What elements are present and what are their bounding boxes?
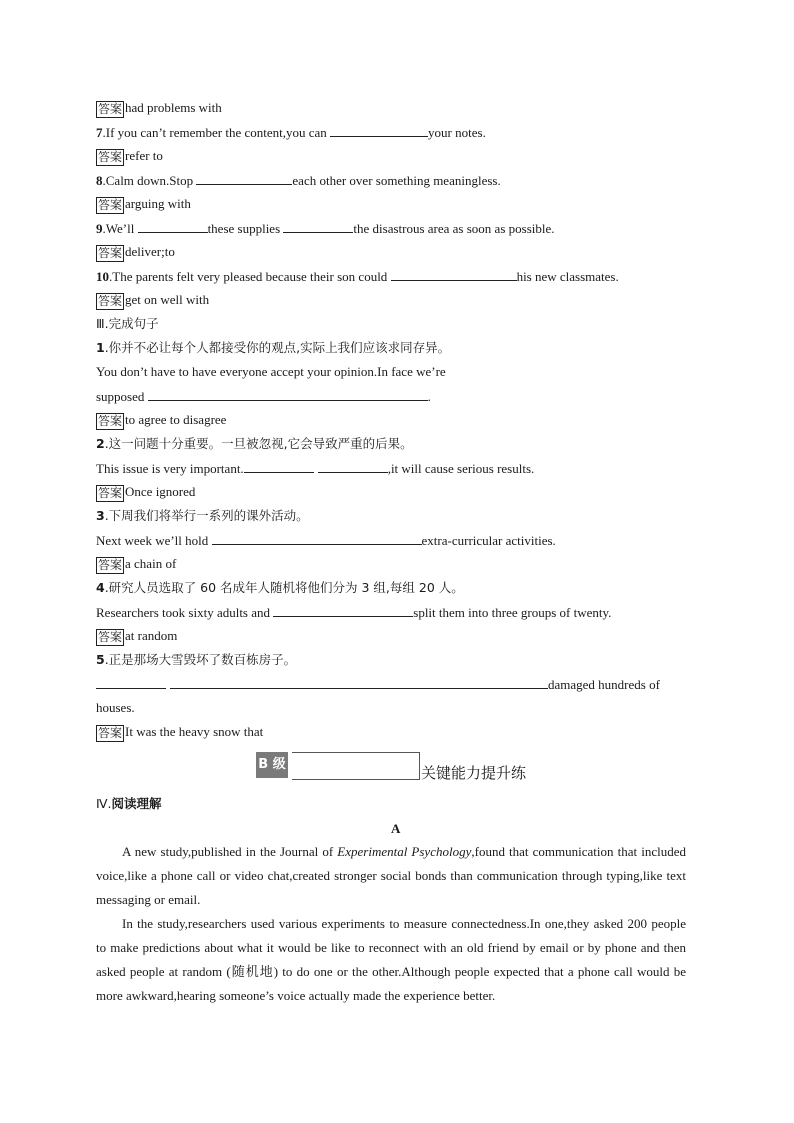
fill-blank[interactable] — [391, 268, 517, 281]
passage-letter: A — [391, 821, 401, 836]
question-text: .Calm down.Stop — [102, 173, 197, 188]
question-text-end: each other over something meaningless. — [292, 173, 501, 188]
paragraph-text-end: ,found that communication that included voice,like a phone call or video chat,created stronger social bonds than communication through typing,like text messaging or email. — [96, 844, 686, 907]
question-text-end: the disastrous area as soon as possible. — [353, 221, 555, 236]
english-text-end: damaged hundreds of — [548, 677, 660, 692]
sentence-1-english: You don’t have to have everyone accept your opinion.In face we’re — [96, 364, 446, 379]
section-title: 阅读理解 — [111, 796, 162, 811]
question-number: 9 — [96, 221, 103, 236]
chinese-prompt: .你并不必让每个人都接受你的观点,实际上我们应该求同存异。 — [104, 340, 451, 355]
question-10 — [96, 268, 619, 285]
answer-text: get on well with — [125, 292, 210, 307]
fill-blank[interactable] — [244, 460, 314, 473]
question-number: 7 — [96, 125, 103, 140]
answer-row-10 — [96, 292, 209, 310]
banner-title: 关键能力提升练 — [421, 764, 527, 782]
sentence-5-chinese — [96, 652, 296, 668]
question-8 — [96, 172, 501, 189]
answer-label: 答案 — [98, 629, 123, 644]
question-text: .We’ll — [102, 221, 138, 236]
sentence-2-english — [96, 460, 534, 477]
answer-row-s5 — [96, 724, 263, 742]
fill-blank[interactable] — [96, 676, 166, 689]
english-text-end: . — [427, 389, 431, 404]
answer-row-7 — [96, 148, 163, 166]
answer-row-s4 — [96, 628, 177, 646]
answer-label: 答案 — [98, 245, 123, 260]
answer-text: had problems with — [125, 100, 222, 115]
sentence-5-english — [96, 676, 660, 693]
sentence-3-chinese — [96, 508, 309, 524]
sentence-3-english — [96, 532, 556, 549]
section-4-heading — [96, 796, 162, 812]
answer-row-9 — [96, 244, 175, 262]
fill-blank[interactable] — [283, 220, 353, 233]
answer-row-8 — [96, 196, 191, 214]
answer-row-s3 — [96, 556, 176, 574]
chinese-prompt: .这一问题十分重要。一旦被忽视,它会导致严重的后果。 — [104, 436, 413, 451]
english-text: Next week we’ll hold — [96, 533, 212, 548]
question-text: .If you can’t remember the content,you can — [102, 125, 331, 140]
answer-label: 答案 — [98, 485, 123, 500]
english-text: This issue is very important. — [96, 461, 244, 476]
english-text-end: split them into three groups of twenty. — [413, 605, 612, 620]
english-text: supposed — [96, 389, 148, 404]
answer-text: deliver;to — [125, 244, 175, 259]
answer-text: to agree to disagree — [125, 412, 227, 427]
sentence-1-chinese — [96, 340, 450, 356]
answer-row-s2 — [96, 484, 195, 502]
sentence-4-chinese — [96, 580, 464, 596]
sentence-1-english-cont — [96, 388, 431, 405]
sentence-4-english — [96, 604, 611, 621]
answer-label: 答案 — [98, 413, 123, 428]
journal-name: Experimental Psychology — [337, 844, 472, 859]
answer-label: 答案 — [98, 101, 123, 116]
answer-text: at random — [125, 628, 178, 643]
answer-label: 答案 — [98, 149, 123, 164]
answer-label: 答案 — [98, 557, 123, 572]
question-number: 3 — [96, 508, 105, 523]
passage-paragraph-1 — [96, 840, 686, 912]
question-text-end: his new classmates. — [516, 269, 619, 284]
answer-row-6 — [96, 100, 222, 118]
answer-text: arguing with — [125, 196, 191, 211]
fill-blank[interactable] — [196, 172, 292, 185]
question-text-mid: these supplies — [207, 221, 284, 236]
chinese-prompt: .下周我们将举行一系列的课外活动。 — [104, 508, 309, 523]
fill-blank[interactable] — [318, 460, 388, 473]
section-number: Ⅳ. — [96, 796, 112, 811]
question-text-end: your notes. — [428, 125, 486, 140]
chinese-prompt: .正是那场大雪毁坏了数百栋房子。 — [104, 652, 297, 667]
english-text: Researchers took sixty adults and — [96, 605, 274, 620]
fill-blank[interactable] — [330, 124, 428, 137]
question-7 — [96, 124, 486, 141]
chinese-prompt: .研究人员选取了 60 名成年人随机将他们分为 3 组,每组 20 人。 — [104, 580, 464, 595]
answer-label: 答案 — [98, 293, 123, 308]
answer-text: refer to — [125, 148, 163, 163]
answer-label: 答案 — [98, 197, 123, 212]
fill-blank[interactable] — [138, 220, 208, 233]
answer-text: a chain of — [125, 556, 177, 571]
fill-blank[interactable] — [148, 388, 428, 401]
passage-paragraph-2: In the study,researchers used various experiments to measure connectedness.In one,they asked 200 people to make predictions about what it would be like to reconnect with an old friend by email or by phone and then asked people at random (随机地) to do one or the other.Although people expected that a phone call would be more awkward,hearing someone’s voice actually made the experience better. — [96, 916, 686, 1003]
level-badge: B 级 — [256, 752, 288, 778]
sentence-5-english-cont: houses. — [96, 700, 135, 715]
english-text-end: extra-curricular activities. — [421, 533, 556, 548]
question-9 — [96, 220, 555, 237]
question-number: 8 — [96, 173, 103, 188]
banner-box — [292, 752, 420, 780]
paragraph-text: A new study,published in the Journal of — [122, 844, 338, 859]
english-text-end: ,it will cause serious results. — [387, 461, 535, 476]
answer-row-s1 — [96, 412, 226, 430]
sentence-2-chinese — [96, 436, 413, 452]
fill-blank[interactable] — [273, 604, 413, 617]
section-3-heading: Ⅲ.完成句子 — [96, 316, 159, 331]
question-number: 4 — [96, 580, 105, 595]
answer-text: Once ignored — [125, 484, 196, 499]
question-text: .The parents felt very pleased because their son could — [109, 269, 391, 284]
fill-blank[interactable] — [170, 676, 548, 689]
question-number: 10 — [96, 269, 109, 284]
fill-blank[interactable] — [212, 532, 422, 545]
answer-text: It was the heavy snow that — [125, 724, 264, 739]
question-number: 1 — [96, 340, 105, 355]
question-number: 5 — [96, 652, 105, 667]
answer-label: 答案 — [98, 725, 123, 740]
question-number: 2 — [96, 436, 105, 451]
